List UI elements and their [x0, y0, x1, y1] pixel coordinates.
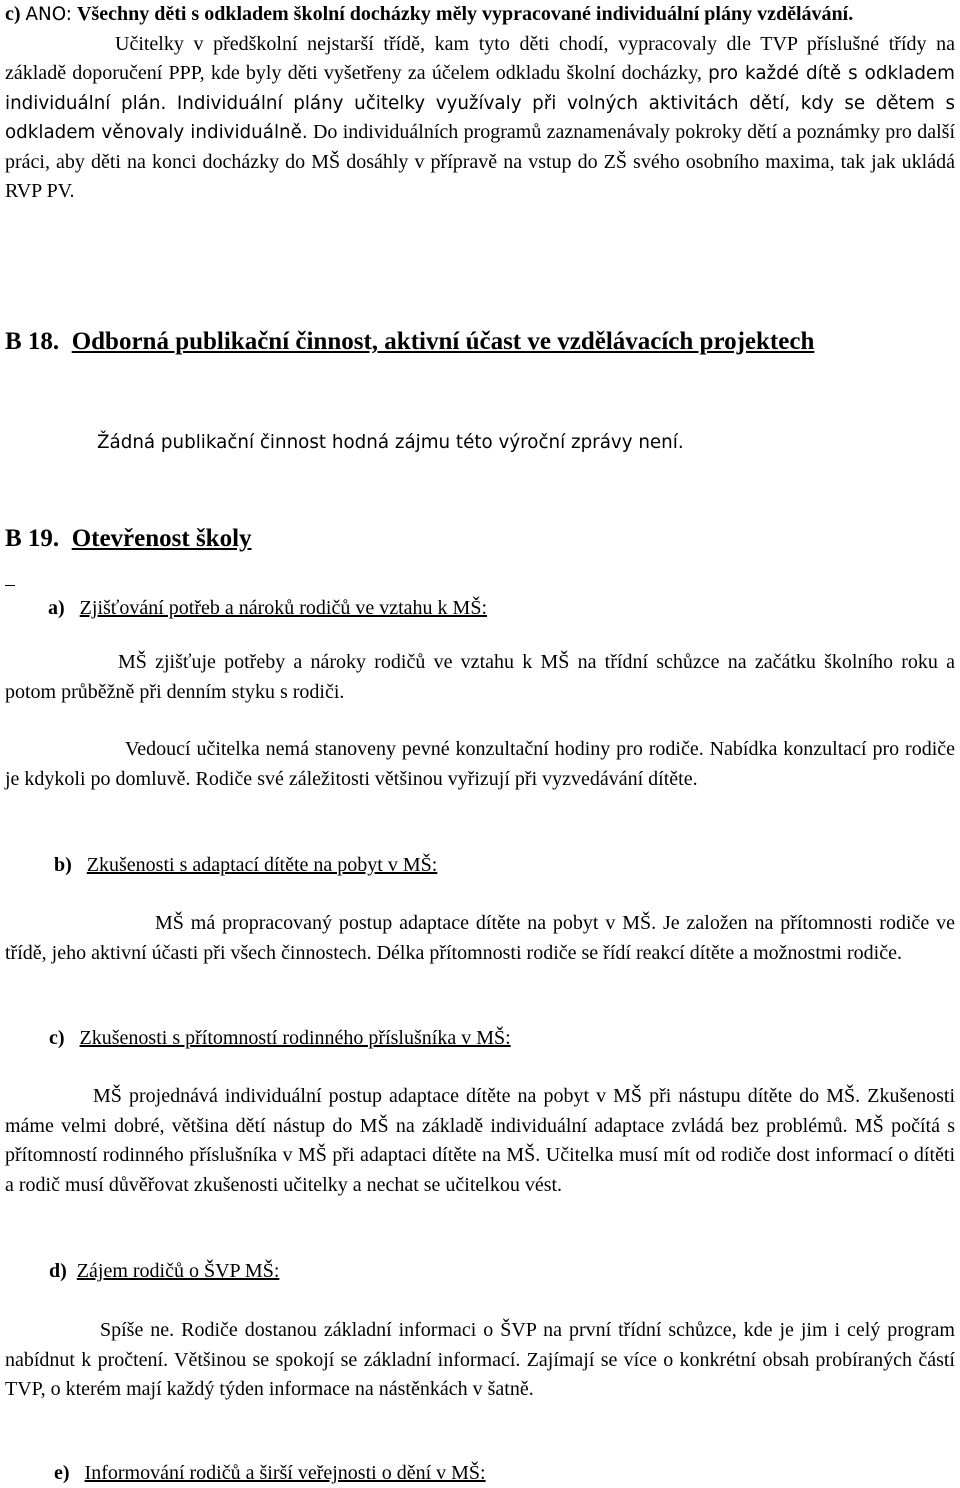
item-b-label: b) [54, 854, 72, 876]
item-a-paragraph-1: MŠ zjišťuje potřeby a nároky rodičů ve vztahu k MŠ na třídní schůzce na začátku školního roku a potom průběžně při denním styku s rodiči. [5, 651, 955, 703]
item-c-bold-text: Všechny děti s odkladem školní docházky měly vypracované individuální plány vzdělávání. [76, 3, 854, 25]
section-b19-heading [5, 523, 955, 555]
item-e-title: Informování rodičů a širší veřejnosti o dění v MŠ: [84, 1462, 486, 1484]
item-c-label: c) [5, 3, 21, 25]
item-e-heading [54, 1459, 954, 1488]
item-c2-title: Zkušenosti s přítomností rodinného příslušníka v MŠ: [79, 1027, 511, 1049]
item-e-label: e) [54, 1462, 70, 1484]
item-b-paragraph: MŠ má propracovaný postup adaptace dítěte na pobyt v MŠ. Je založen na přítomnosti rodiče ve třídě, jeho aktivní účasti při všech činnostech. Délka přítomnosti rodiče se řídí reakcí dítěte a možnostmi rodiče. [5, 912, 955, 964]
section-b18-text: Žádná publikační činnost hodná zájmu této výroční zprávy není. [97, 432, 684, 453]
ano-label: ANO: [25, 4, 72, 25]
item-c-para-part1: Učitelky v předškolní nejstarší třídě, kam tyto děti chodí, vypracovaly dle TVP příslušné třídy na základě doporučení PPP, kde byly děti vyšetřeny za účelem odkladu školní docházky, [5, 32, 955, 84]
item-c2-paragraph: MŠ projednává individuální postup adaptace dítěte na pobyt v MŠ při nástupu dítěte do MŠ. Zkušenosti máme velmi dobré, většina dětí nástup do MŠ na základě individuální adaptace zvládá bez problémů. MŠ počítá s přítomností rodinného příslušníka v MŠ při adaptaci dítěte na MŠ. Učitelka musí mít od rodiče dost informací o dítěti a rodič musí důvěřovat zkušenosti učitelky a nechat se učitelkou vést. [5, 1085, 955, 1196]
section-b19-title: Otevřenost školy [71, 525, 252, 552]
item-c2-label: c) [49, 1027, 65, 1049]
document-page [5, 0, 955, 1488]
item-c-heading [49, 1024, 949, 1053]
item-c-ano-heading [5, 0, 955, 30]
item-d-title: Zájem rodičů o ŠVP MŠ: [76, 1260, 280, 1282]
item-c-para-part3: Do individuálních programů zaznamenávaly pokroky dětí a poznámky pro další práci, aby děti na konci docházky do MŠ dosáhly v přípravě na vstup do ZŠ svého osobního maxima, tak jak ukládá RVP PV. [5, 121, 956, 202]
section-b18-title: Odborná publikační činnost, aktivní účast ve vzdělávacích projektech [71, 328, 815, 355]
item-c-ano [5, 0, 955, 207]
item-d-label: d) [49, 1260, 67, 1282]
item-a-heading [48, 594, 948, 623]
item-a-paragraph-2: Vedoucí učitelka nemá stanoveny pevné konzultační hodiny pro rodiče. Nabídka konzultací pro rodiče je kdykoli po domluvě. Rodiče své záležitosti většinou vyřizují při vyzvedávání dítěte. [5, 738, 955, 790]
stray-dash [5, 585, 15, 586]
item-a-label: a) [48, 597, 65, 619]
item-d-heading [49, 1257, 949, 1286]
item-b-title: Zkušenosti s adaptací dítěte na pobyt v MŠ: [86, 854, 438, 876]
item-a-title: Zjišťování potřeb a nároků rodičů ve vztahu k MŠ: [79, 597, 488, 619]
item-b-heading [54, 851, 954, 880]
section-b19-number: B 19. [5, 525, 60, 552]
section-b18-heading [5, 326, 955, 358]
item-d-paragraph: Spíše ne. Rodiče dostanou základní informaci o ŠVP na první třídní schůzce, kde je jim i celý program nabídnut k pročtení. Většinou se spokojí se základní informací. Zajímají se více o konkrétní obsah probíraných částí TVP, o kterém mají každý týden informace na nástěnkách v šatně. [5, 1319, 955, 1400]
item-c-paragraph [5, 30, 955, 207]
item-c-para-part2: pro každé dítě s odkladem individuální plán. Individuální plány učitelky využívaly při volných aktivitách dětí, kdy se dětem s odkladem věnovaly individuálně. [5, 63, 955, 143]
section-b18-number: B 18. [5, 328, 60, 355]
